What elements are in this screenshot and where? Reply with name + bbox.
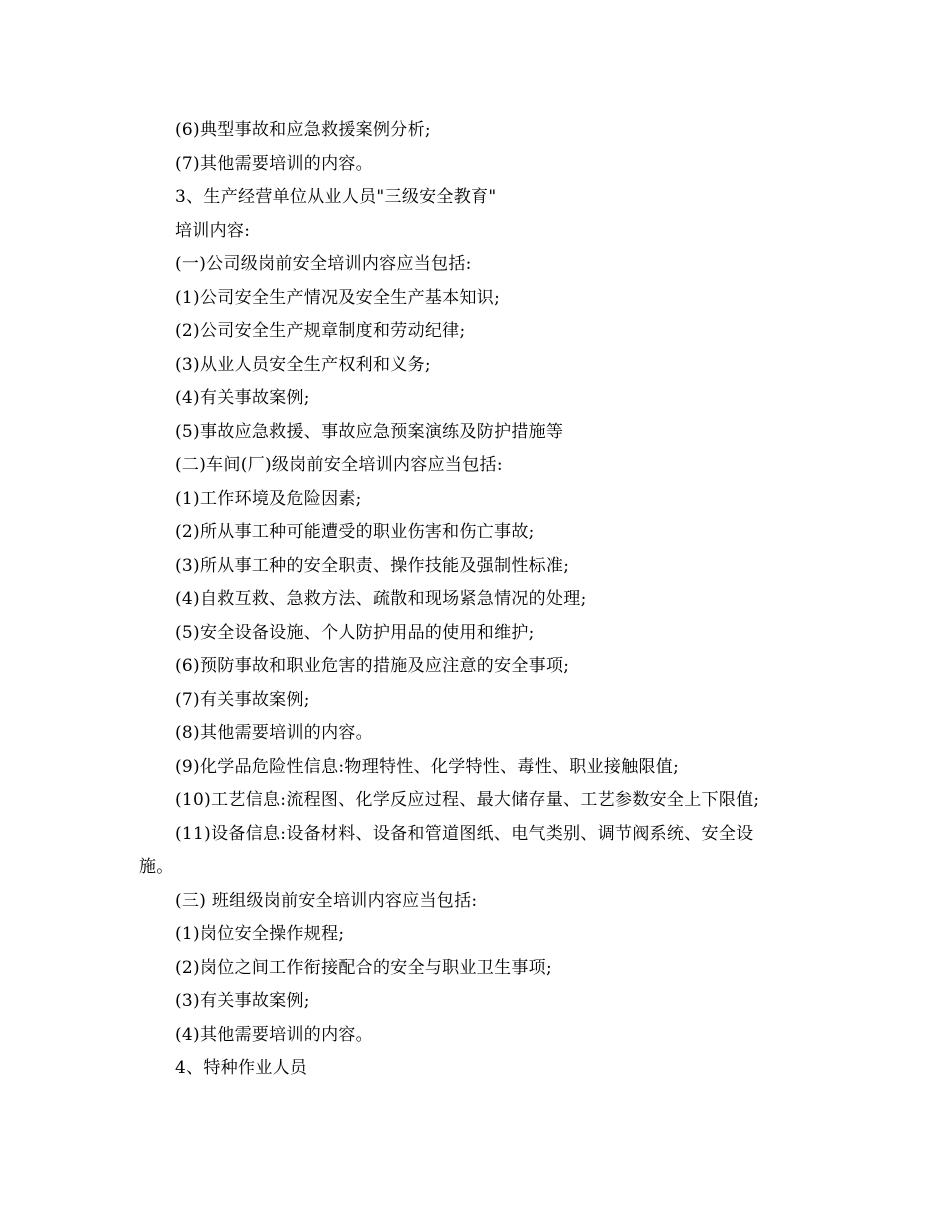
text-line: (11)设备信息:设备材料、设备和管道图纸、电气类别、调节阀系统、安全设 — [175, 823, 754, 844]
text-line: (4)有关事故案例; — [175, 388, 310, 408]
text-line: (9)化学品危险性信息:物理特性、化学特性、毒性、职业接触限值; — [175, 756, 680, 777]
text-line-continuation: 施。 — [139, 857, 174, 877]
subsection-heading: (二)车间(厂)级岗前安全培训内容应当包括: — [175, 455, 503, 475]
text-line: (6)典型事故和应急救援案例分析; — [175, 120, 431, 140]
text-line: (1)岗位安全操作规程; — [175, 924, 345, 944]
section-heading: 4、特种作业人员 — [175, 1058, 308, 1078]
text-line: (6)预防事故和职业危害的措施及应注意的安全事项; — [175, 656, 570, 676]
section-heading: 3、生产经营单位从业人员"三级安全教育" — [175, 187, 497, 207]
text-line: (7)有关事故案例; — [175, 689, 310, 710]
text-line: (2)公司安全生产规章制度和劳动纪律; — [175, 321, 466, 341]
text-line: (1)公司安全生产情况及安全生产基本知识; — [175, 287, 501, 308]
text-line: (3)有关事故案例; — [175, 991, 310, 1011]
text-line: 培训内容: — [175, 220, 251, 241]
text-line: (3)所从事工种的安全职责、操作技能及强制性标准; — [175, 555, 570, 576]
subsection-heading: (三) 班组级岗前安全培训内容应当包括: — [175, 890, 478, 911]
subsection-heading: (一)公司级岗前安全培训内容应当包括: — [175, 254, 472, 274]
text-line: (4)自救互救、急救方法、疏散和现场紧急情况的处理; — [175, 589, 587, 609]
text-line: (7)其他需要培训的内容。 — [175, 153, 373, 174]
text-line: (4)其他需要培训的内容。 — [175, 1024, 373, 1045]
text-line: (5)事故应急救援、事故应急预案演练及防护措施等 — [175, 421, 564, 442]
document-body — [139, 114, 814, 1086]
text-line: (2)岗位之间工作衔接配合的安全与职业卫生事项; — [175, 957, 553, 978]
text-line: (5)安全设备设施、个人防护用品的使用和维护; — [175, 622, 535, 643]
text-line: (2)所从事工种可能遭受的职业伤害和伤亡事故; — [175, 522, 535, 542]
text-line: (10)工艺信息:流程图、化学反应过程、最大储存量、工艺参数安全上下限值; — [175, 790, 760, 810]
text-line: (1)工作环境及危险因素; — [175, 488, 362, 509]
text-line: (3)从业人员安全生产权利和义务; — [175, 354, 431, 375]
text-line: (8)其他需要培训的内容。 — [175, 723, 373, 743]
